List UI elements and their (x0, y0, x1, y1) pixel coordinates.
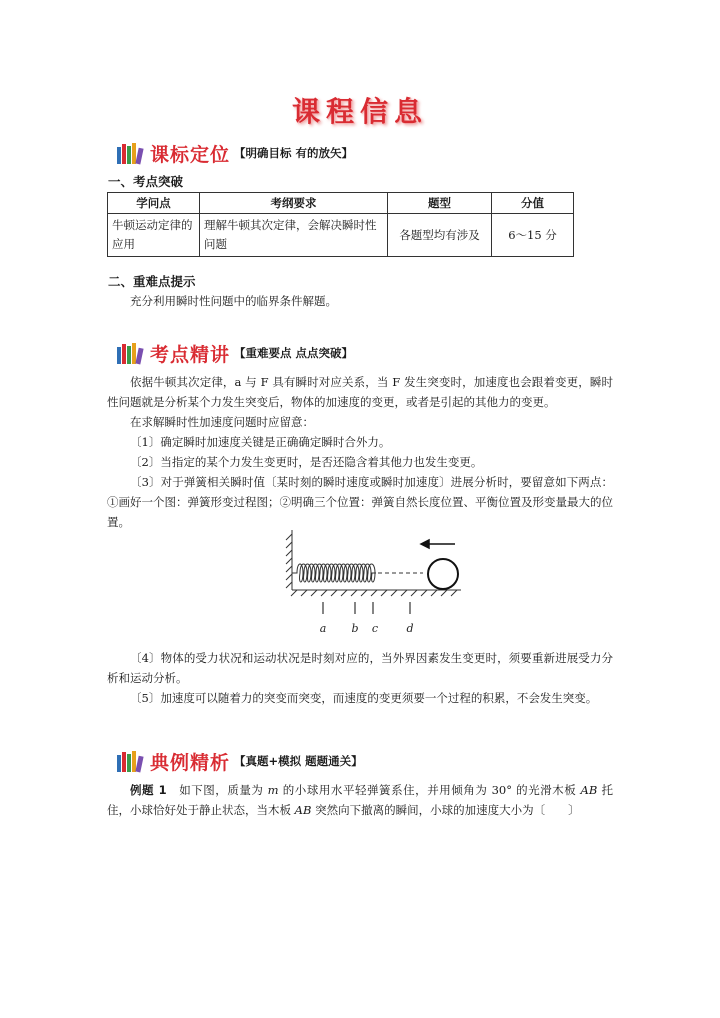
spring-diagram (283, 526, 463, 638)
section-banner-examples (116, 748, 363, 774)
paragraph: 在求解瞬时性加速度问题时应留意： (130, 415, 314, 429)
example-board-symbol: AB (294, 803, 312, 817)
paragraph: 〔2〕当指定的某个力发生变更时，是否还隐含着其他力也发生变更。 (130, 455, 483, 469)
position-label-c: c (371, 622, 379, 635)
section-banner-course-standard (116, 140, 353, 166)
example-label: 例题 1 (130, 783, 167, 797)
paragraph: 〔4〕物体的受力状况和运动状况是时刻对应的，当外界因素发生变更时，须要重新进展受力分析和运动分析。 (107, 651, 613, 685)
banner-title: 考点精讲 (150, 343, 231, 366)
floor-hatching (291, 590, 461, 596)
table-cell: 6～15 分 (492, 214, 574, 257)
table-header: 分值 (492, 193, 574, 214)
position-ticks (323, 602, 410, 614)
wall-hatching (286, 530, 292, 590)
example-text: 突然向下撤离的瞬间，小球的加速度大小为〔 〕 (311, 803, 580, 817)
heading-difficulty-hints: 二、重难点提示 (108, 274, 196, 289)
example-text: 托住，小球恰好处于静止状态，当木板 (107, 783, 613, 817)
page-title: 课程信息 (291, 95, 428, 128)
example-board-symbol: AB (580, 783, 598, 797)
banner-subtitle: 【真题+模拟 题题通关】 (234, 754, 363, 768)
table-cell: 理解牛顿其次定律，会解决瞬时性问题 (200, 214, 388, 257)
table-header: 题型 (388, 193, 492, 214)
books-icon (116, 141, 144, 165)
left-arrow-icon (421, 540, 455, 548)
paragraph: 依据牛顿其次定律，a 与 F 具有瞬时对应关系，当 F 发生突变时，加速度也会跟着变更，瞬时性问题就是分析某个力发生突变后，物体的加速度的变更，或者是引起的其他力的变更。 (107, 375, 613, 409)
table-cell: 各题型均有涉及 (388, 214, 492, 257)
example-problem (107, 780, 613, 820)
heading-key-points: 一、考点突破 (108, 174, 184, 189)
paragraph: 〔3〕对于弹簧相关瞬时值〔某时刻的瞬时速度或瞬时加速度〕进展分析时，要留意如下两点：①画好一个图：弹簧形变过程图；②明确三个位置：弹簧自然长度位置、平衡位置及形变量最大的位置。 (107, 475, 613, 529)
banner-subtitle: 【重难要点 点点突破】 (234, 346, 354, 360)
hint-text: 充分利用瞬时性问题中的临界条件解题。 (130, 294, 337, 308)
position-label-b: b (351, 622, 359, 635)
example-text: 如下图，质量为 (166, 783, 268, 797)
table-cell: 牛顿运动定律的应用 (108, 214, 200, 257)
books-icon (116, 749, 144, 773)
table-header: 考纲要求 (200, 193, 388, 214)
table-header: 学问点 (108, 193, 200, 214)
table-row (108, 214, 574, 257)
banner-title: 典例精析 (150, 751, 231, 774)
table-header-row (108, 193, 574, 214)
position-label-a: a (319, 622, 327, 635)
paragraph: 〔1〕确定瞬时加速度关键是正确确定瞬时合外力。 (130, 435, 391, 449)
example-text: 的小球用水平轻弹簧系住，并用倾角为 30° 的光滑木板 (278, 783, 581, 797)
paragraph: 〔5〕加速度可以随着力的突变而突变，而速度的变更须要一个过程的积累，不会发生突变。 (130, 691, 598, 705)
banner-subtitle: 【明确目标 有的放矢】 (234, 146, 354, 160)
spring-coil (292, 564, 376, 582)
books-icon (116, 341, 144, 365)
banner-title: 课标定位 (150, 143, 231, 166)
example-mass-symbol: m (267, 783, 279, 797)
section-banner-key-points (116, 340, 353, 366)
position-label-d: d (406, 622, 414, 635)
ball (428, 559, 458, 589)
key-points-table (107, 192, 574, 257)
